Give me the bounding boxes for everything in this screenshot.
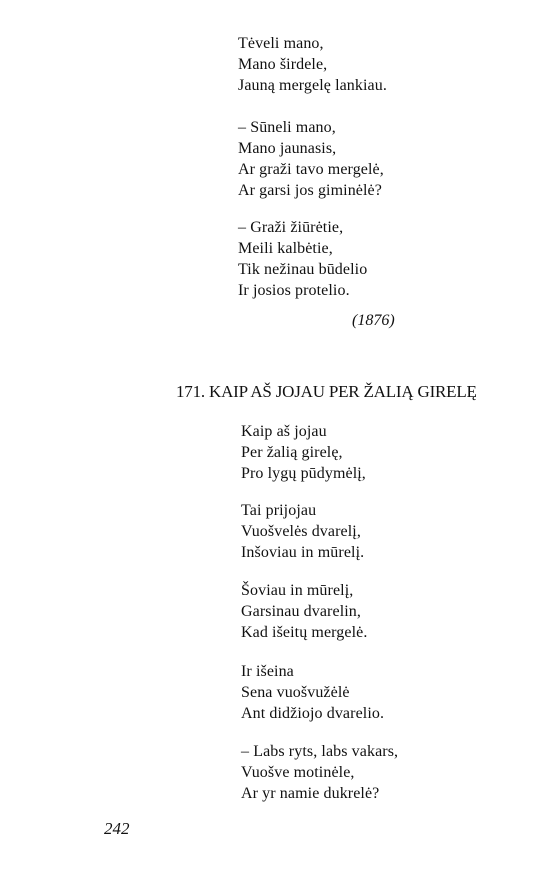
verse-line: – Labs ryts, labs vakars,: [241, 743, 399, 760]
poem-date: (1876): [352, 312, 395, 329]
verse-line: Ar yr namie dukrelė?: [241, 785, 380, 802]
stanza: [241, 741, 398, 804]
stanza: [238, 33, 387, 96]
verse-line: Mano jaunasis,: [238, 140, 337, 157]
verse-line: – Sūneli mano,: [238, 119, 336, 136]
page-number: 242: [104, 819, 130, 838]
verse-line: Garsinau dvarelin,: [241, 603, 361, 620]
poem-title: 171. KAIP AŠ JOJAU PER ŽALIĄ GIRELĘ: [176, 382, 477, 401]
verse-line: Per žalią girelę,: [241, 444, 343, 461]
stanza: [241, 500, 364, 563]
verse-line: Ant didžiojo dvarelio.: [241, 705, 385, 722]
verse-line: Ar graži tavo mergelė,: [238, 161, 384, 178]
verse-line: Vuošvelės dvarelį,: [241, 523, 361, 540]
verse-line: Ar garsi jos giminėlė?: [238, 182, 382, 199]
verse-line: Tai prijojau: [241, 502, 317, 519]
stanza: [238, 117, 384, 201]
verse-line: Vuošve motinėle,: [241, 764, 355, 781]
verse-line: Meili kalbėtie,: [238, 240, 333, 257]
stanza: [238, 217, 367, 301]
stanza: [241, 421, 366, 484]
verse-line: Mano širdele,: [238, 56, 328, 73]
verse-line: Pro lygų pūdymėlį,: [241, 465, 366, 482]
verse-line: Kaip aš jojau: [241, 423, 327, 440]
verse-line: Ir išeina: [241, 663, 294, 680]
verse-line: Tėveli mano,: [238, 35, 324, 52]
verse-line: Kad išeitų mergelė.: [241, 624, 368, 641]
verse-line: Tik nežinau būdelio: [238, 261, 368, 278]
verse-line: – Graži žiūrėtie,: [238, 219, 344, 236]
stanza: [241, 661, 384, 724]
verse-line: Ir josios protelio.: [238, 282, 350, 299]
verse-line: Šoviau in mūrelį,: [241, 582, 354, 599]
stanza: [241, 580, 367, 643]
verse-line: Sena vuošvužėlė: [241, 684, 350, 701]
verse-line: Inšoviau in mūrelį.: [241, 544, 365, 561]
verse-line: Jauną mergelę lankiau.: [238, 77, 387, 94]
